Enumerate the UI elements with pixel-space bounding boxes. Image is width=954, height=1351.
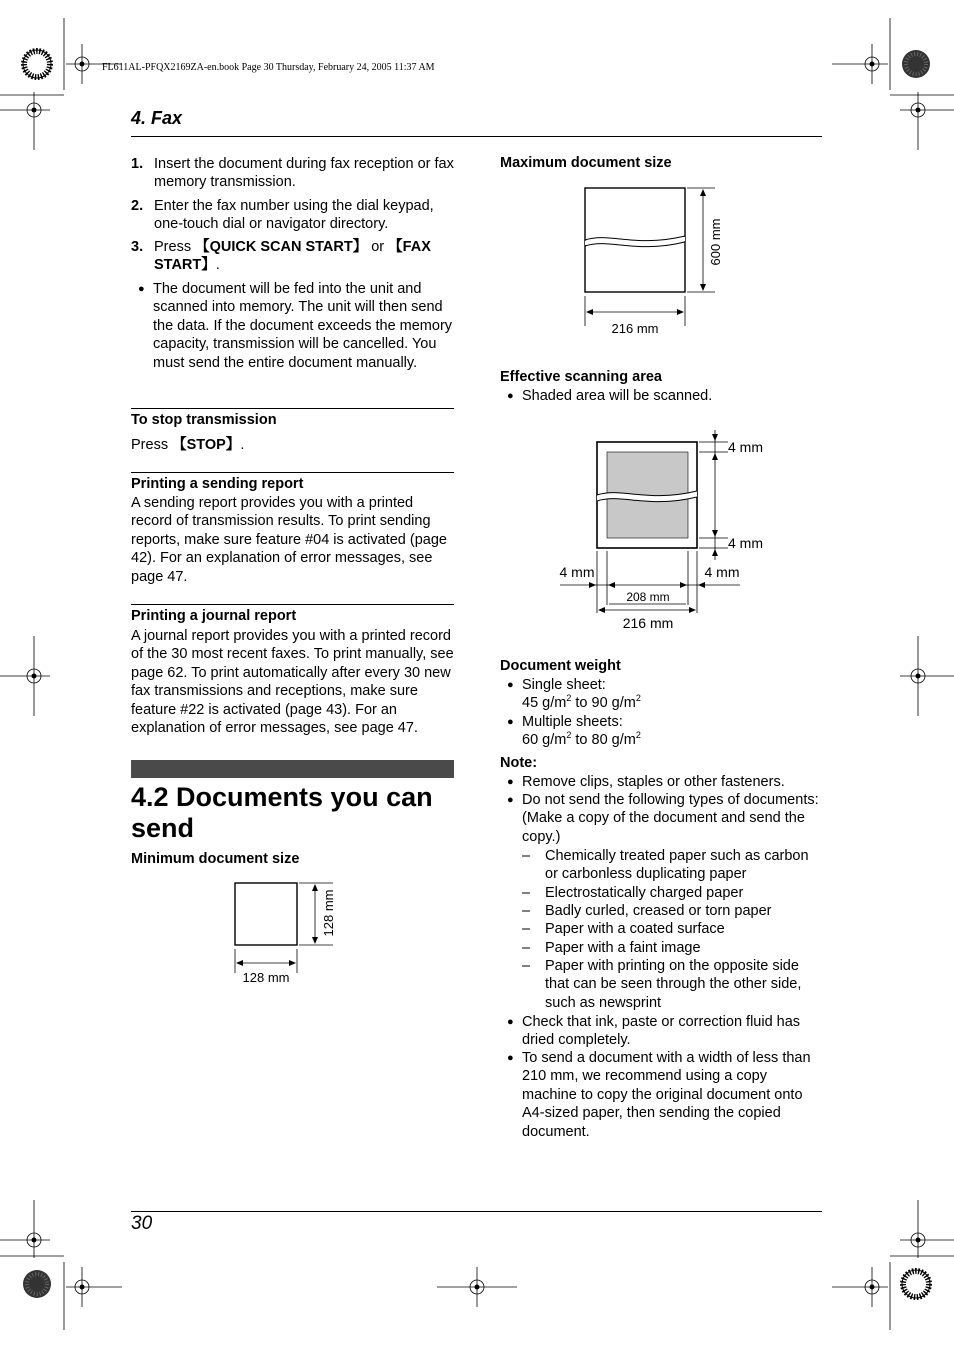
note-dash-1: – Chemically treated paper such as carbon or carbonless duplicating paper <box>522 848 809 883</box>
journal-report-body: A journal report provides you with a printed record of the 30 most recent faxes. To print manually, see page 62. To print automatically after every 30 new fax transmissions and receptions, make sure feature #22 is activated (page 43). For an explanation of error messages, see page 47. <box>131 628 454 737</box>
note-bullet-4: ● To send a document with a width of less than 210 mm, we recommend using a copy machine to copy the original document onto A4-sized paper, then sending the copied document. <box>507 1050 811 1140</box>
single-sheet-label: Single sheet: <box>522 677 606 693</box>
quick-scan-start-key: 【QUICK SCAN START】 <box>195 239 368 255</box>
note-dash-4: – Paper with a coated surface <box>522 921 725 937</box>
min-size-title: Minimum document size <box>131 851 300 867</box>
note-dash-5: – Paper with a faint image <box>522 940 701 956</box>
stop-key: 【STOP】 <box>172 437 241 453</box>
max-width-label: 216 mm <box>611 321 659 336</box>
note-title: Note: <box>500 755 538 771</box>
scan-area-title: Effective scanning area <box>500 369 662 385</box>
note-bullet-3: ● Check that ink, paste or correction fluid has dried completely. <box>507 1014 801 1049</box>
step-3-text: Press 【QUICK SCAN START】 or 【FAX START】. <box>154 239 431 274</box>
max-size-diagram <box>575 180 735 340</box>
min-height-label: 128 mm <box>321 889 336 937</box>
step-2-number: 2. <box>131 198 144 214</box>
rule-sending <box>131 472 454 473</box>
note-bullet-2: ● Do not send the following types of documents: (Make a copy of the document and send the copy.) <box>507 792 819 845</box>
stop-title: To stop transmission <box>131 412 277 428</box>
step-3-number: 3. <box>131 239 144 255</box>
sending-report-body: A sending report provides you with a printed record of transmission results. To print sending reports, make sure feature #04 is activated (page 42). For an explanation of error messages, see page 47. <box>131 495 447 585</box>
rule-journal <box>131 604 454 605</box>
stop-text: Press 【STOP】. <box>131 437 245 453</box>
scan-area-bullet: ● Shaded area will be scanned. <box>500 387 822 405</box>
multiple-sheets-label: Multiple sheets: <box>522 714 623 730</box>
step-bullet-text: The document will be fed into the unit and scanned into memory. The unit will then send the data. If the document exceeds the memory capacity, transmission will be cancelled. You must send the entire document manually. <box>153 281 453 371</box>
book-slug: FL611AL-PFQX2169ZA-en.book Page 30 Thursday, February 24, 2005 11:37 AM <box>102 62 435 73</box>
weight-title: Document weight <box>500 658 621 674</box>
step-2-text: Enter the fax number using the dial keypad, one-touch dial or navigator directory. <box>154 198 434 233</box>
scan-area-diagram <box>550 425 780 635</box>
min-size-diagram <box>225 875 345 990</box>
note-bullet-1: ● Remove clips, staples or other fasteners. <box>507 774 785 790</box>
header-rule <box>131 136 822 137</box>
note-dash-3: – Badly curled, creased or torn paper <box>522 903 772 919</box>
step-3 <box>131 238 456 275</box>
note-dash-2: – Electrostatically charged paper <box>522 885 744 901</box>
step-1-number: 1. <box>131 156 144 172</box>
max-height-label: 600 mm <box>708 218 723 266</box>
sending-report-title: Printing a sending report <box>131 476 304 492</box>
step-1 <box>131 155 456 192</box>
outer-width-label: 216 mm <box>622 615 674 631</box>
bottom-margin-label: 4 mm <box>728 535 763 551</box>
min-width-label: 128 mm <box>242 970 290 985</box>
scan-area-bullet-text: Shaded area will be scanned. <box>522 388 713 404</box>
max-size-title: Maximum document size <box>500 155 672 171</box>
step-1-text: Insert the document during fax reception or fax memory transmission. <box>154 156 454 191</box>
weight-single: ● Single sheet: 45 $g/m^2$ to 90 $g/m^2$ <box>507 677 641 712</box>
top-margin-label: 4 mm <box>728 439 763 455</box>
fax-start-key: 【FAX START】 <box>154 239 431 274</box>
rule-stop <box>131 408 454 409</box>
step-bullet: ● The document will be fed into the unit and scanned into memory. The unit will then send the data. If the document exceeds the memory capacity, transmission will be cancelled. You must send the entire document manually. <box>131 280 456 372</box>
page-number: 30 <box>131 1213 153 1234</box>
weight-multi: ● Multiple sheets: 60 $g/m^2$ to 80 $g/m^2$ <box>507 714 641 749</box>
section-title: 4.2 Documents you can send <box>131 782 433 843</box>
right-margin-label: 4 mm <box>704 564 740 580</box>
inner-width-label: 208 mm <box>626 590 670 604</box>
chapter-header: 4. Fax <box>131 108 183 128</box>
note-dash-6: – Paper with printing on the opposite side that can be seen through the other side, such as newsprint <box>522 958 802 1011</box>
left-margin-label: 4 mm <box>559 564 595 580</box>
journal-report-title: Printing a journal report <box>131 608 297 624</box>
footer-rule <box>131 1211 822 1212</box>
step-2 <box>131 197 456 234</box>
section-bar <box>131 760 454 778</box>
